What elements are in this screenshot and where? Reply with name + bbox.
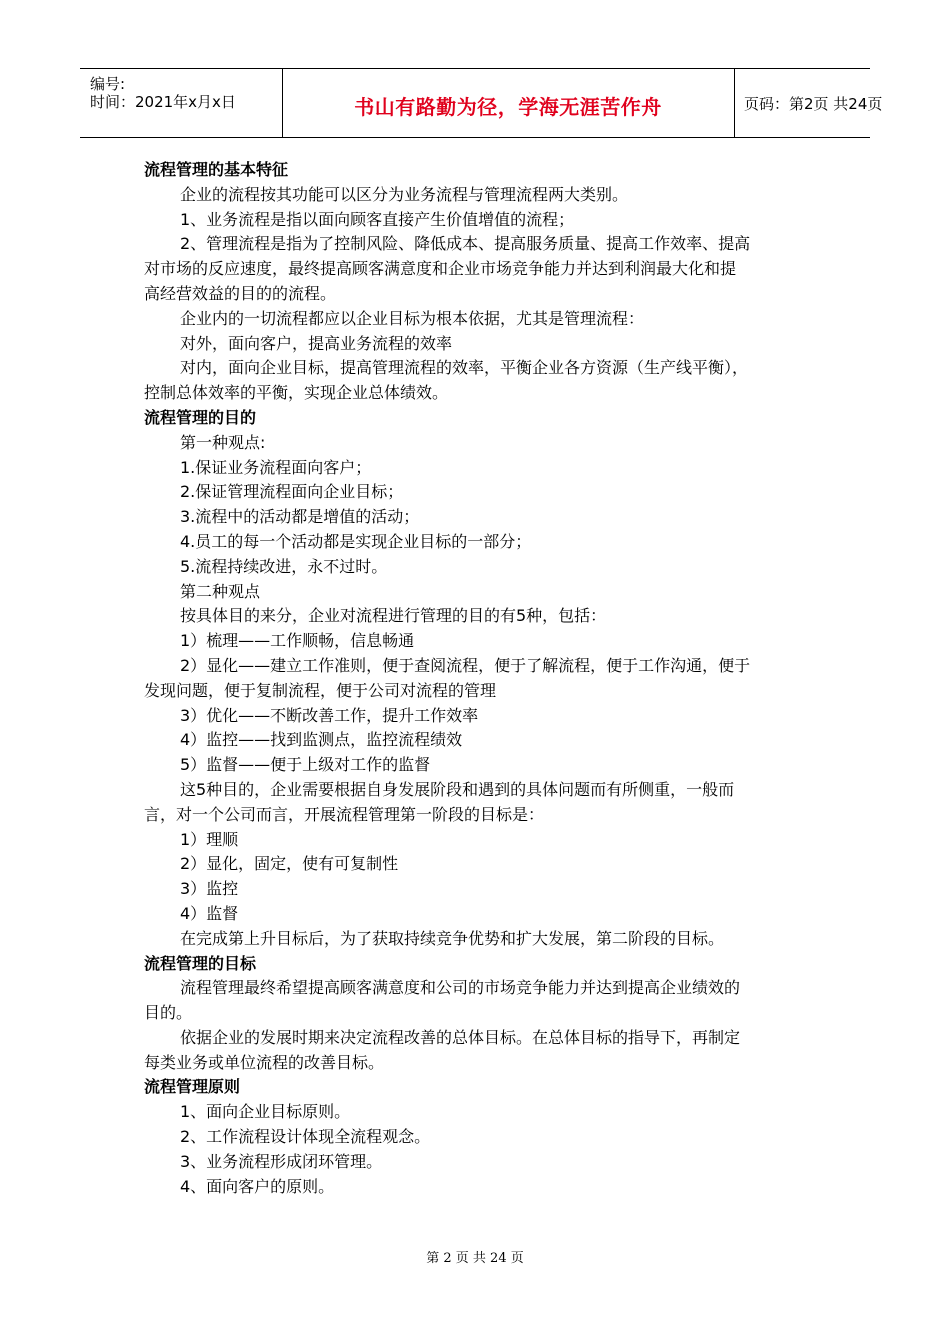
paragraph-line: 4.员工的每一个活动都是实现企业目标的一部分； xyxy=(180,531,532,551)
paragraph-line: 1.保证业务流程面向客户； xyxy=(180,457,372,477)
paragraph-line: 发现问题，便于复制流程，便于公司对流程的管理 xyxy=(144,680,497,700)
paragraph-line: 控制总体效率的平衡，实现企业总体绩效。 xyxy=(144,383,449,403)
paragraph-line: 对市场的反应速度，最终提高顾客满意度和企业市场竞争能力并达到利润最大化和提 xyxy=(144,259,737,279)
paragraph-line: 言，对一个公司而言，开展流程管理第一阶段的目标是： xyxy=(144,804,545,824)
header-center-cell xyxy=(282,69,735,137)
paragraph-line: 1）理顺 xyxy=(180,829,239,849)
section-heading: 流程管理的目标 xyxy=(144,953,257,973)
section-heading: 流程管理原则 xyxy=(144,1077,241,1097)
paragraph-line: 2）显化，固定，使有可复制性 xyxy=(180,854,399,874)
paragraph-line: 4、面向客户的原则。 xyxy=(180,1176,335,1196)
page-header xyxy=(80,68,883,138)
paragraph-line: 1、面向企业目标原则。 xyxy=(180,1102,351,1122)
paragraph-line: 1）梳理——工作顺畅，信息畅通 xyxy=(180,631,415,651)
section-heading: 流程管理的基本特征 xyxy=(144,160,289,179)
paragraph-line: 对内，面向企业目标，提高管理流程的效率，平衡企业各方资源（生产线平衡）， xyxy=(180,358,749,378)
paragraph-line: 高经营效益的目的的流程。 xyxy=(144,283,337,303)
paragraph-line: 5.流程持续改进，永不过时。 xyxy=(180,556,388,576)
document-number-label: 编号: xyxy=(90,75,126,93)
header-right-cell xyxy=(734,69,883,137)
paragraph-line: 这5种目的，企业需要根据自身发展阶段和遇到的具体问题而有所侧重，一般而 xyxy=(180,779,735,799)
paragraph-line: 5）监督——便于上级对工作的监督 xyxy=(180,755,431,775)
paragraph-line: 依据企业的发展时期来决定流程改善的总体目标。在总体目标的指导下，再制定 xyxy=(180,1027,741,1047)
paragraph-line: 企业的流程按其功能可以区分为业务流程与管理流程两大类别。 xyxy=(180,184,629,204)
paragraph-line: 4）监控——找到监测点，监控流程绩效 xyxy=(180,730,463,750)
paragraph-line: 目的。 xyxy=(144,1003,193,1023)
paragraph-line: 2、管理流程是指为了控制风险、降低成本、提高服务质量、提高工作效率、提高 xyxy=(180,234,751,254)
paragraph-line: 按具体目的来分，企业对流程进行管理的目的有5种，包括： xyxy=(180,606,607,626)
paragraph-line: 每类业务或单位流程的改善目标。 xyxy=(144,1052,385,1072)
paragraph-line: 流程管理最终希望提高顾客满意度和公司的市场竞争能力并达到提高企业绩效的 xyxy=(180,978,741,998)
paragraph-line: 4）监督 xyxy=(180,903,239,923)
paragraph-line: 第二种观点 xyxy=(180,581,261,601)
paragraph-line: 3）监控 xyxy=(180,879,239,899)
header-motto: 书山有路勤为径，学海无涯苦作舟 xyxy=(354,95,662,119)
paragraph-line: 第一种观点: xyxy=(180,432,266,452)
paragraph-line: 3.流程中的活动都是增值的活动； xyxy=(180,507,420,527)
paragraph-line: 3、业务流程形成闭环管理。 xyxy=(180,1151,383,1171)
section-heading: 流程管理的目的 xyxy=(144,407,257,427)
paragraph-line: 1、业务流程是指以面向顾客直接产生价值增值的流程； xyxy=(180,209,575,229)
document-body xyxy=(144,158,814,1199)
paragraph-line: 企业内的一切流程都应以企业目标为根本依据，尤其是管理流程： xyxy=(180,308,645,328)
document-time-label: 时间：2021年x月x日 xyxy=(90,93,236,111)
page-footer: 第 2 页 共 24 页 xyxy=(426,1251,524,1266)
paragraph-line: 2.保证管理流程面向企业目标； xyxy=(180,482,404,502)
paragraph-line: 对外，面向客户，提高业务流程的效率 xyxy=(180,333,453,353)
paragraph-line: 3）优化——不断改善工作，提升工作效率 xyxy=(180,705,479,725)
header-left-cell xyxy=(80,69,283,137)
paragraph-line: 2、工作流程设计体现全流程观念。 xyxy=(180,1127,431,1147)
header-page-info: 页码：第2页 共24页 xyxy=(744,95,883,113)
paragraph-line: 2）显化——建立工作准则，便于查阅流程，便于了解流程，便于工作沟通，便于 xyxy=(180,655,751,675)
paragraph-line: 在完成第上升目标后，为了获取持续竞争优势和扩大发展，第二阶段的目标。 xyxy=(180,928,725,948)
